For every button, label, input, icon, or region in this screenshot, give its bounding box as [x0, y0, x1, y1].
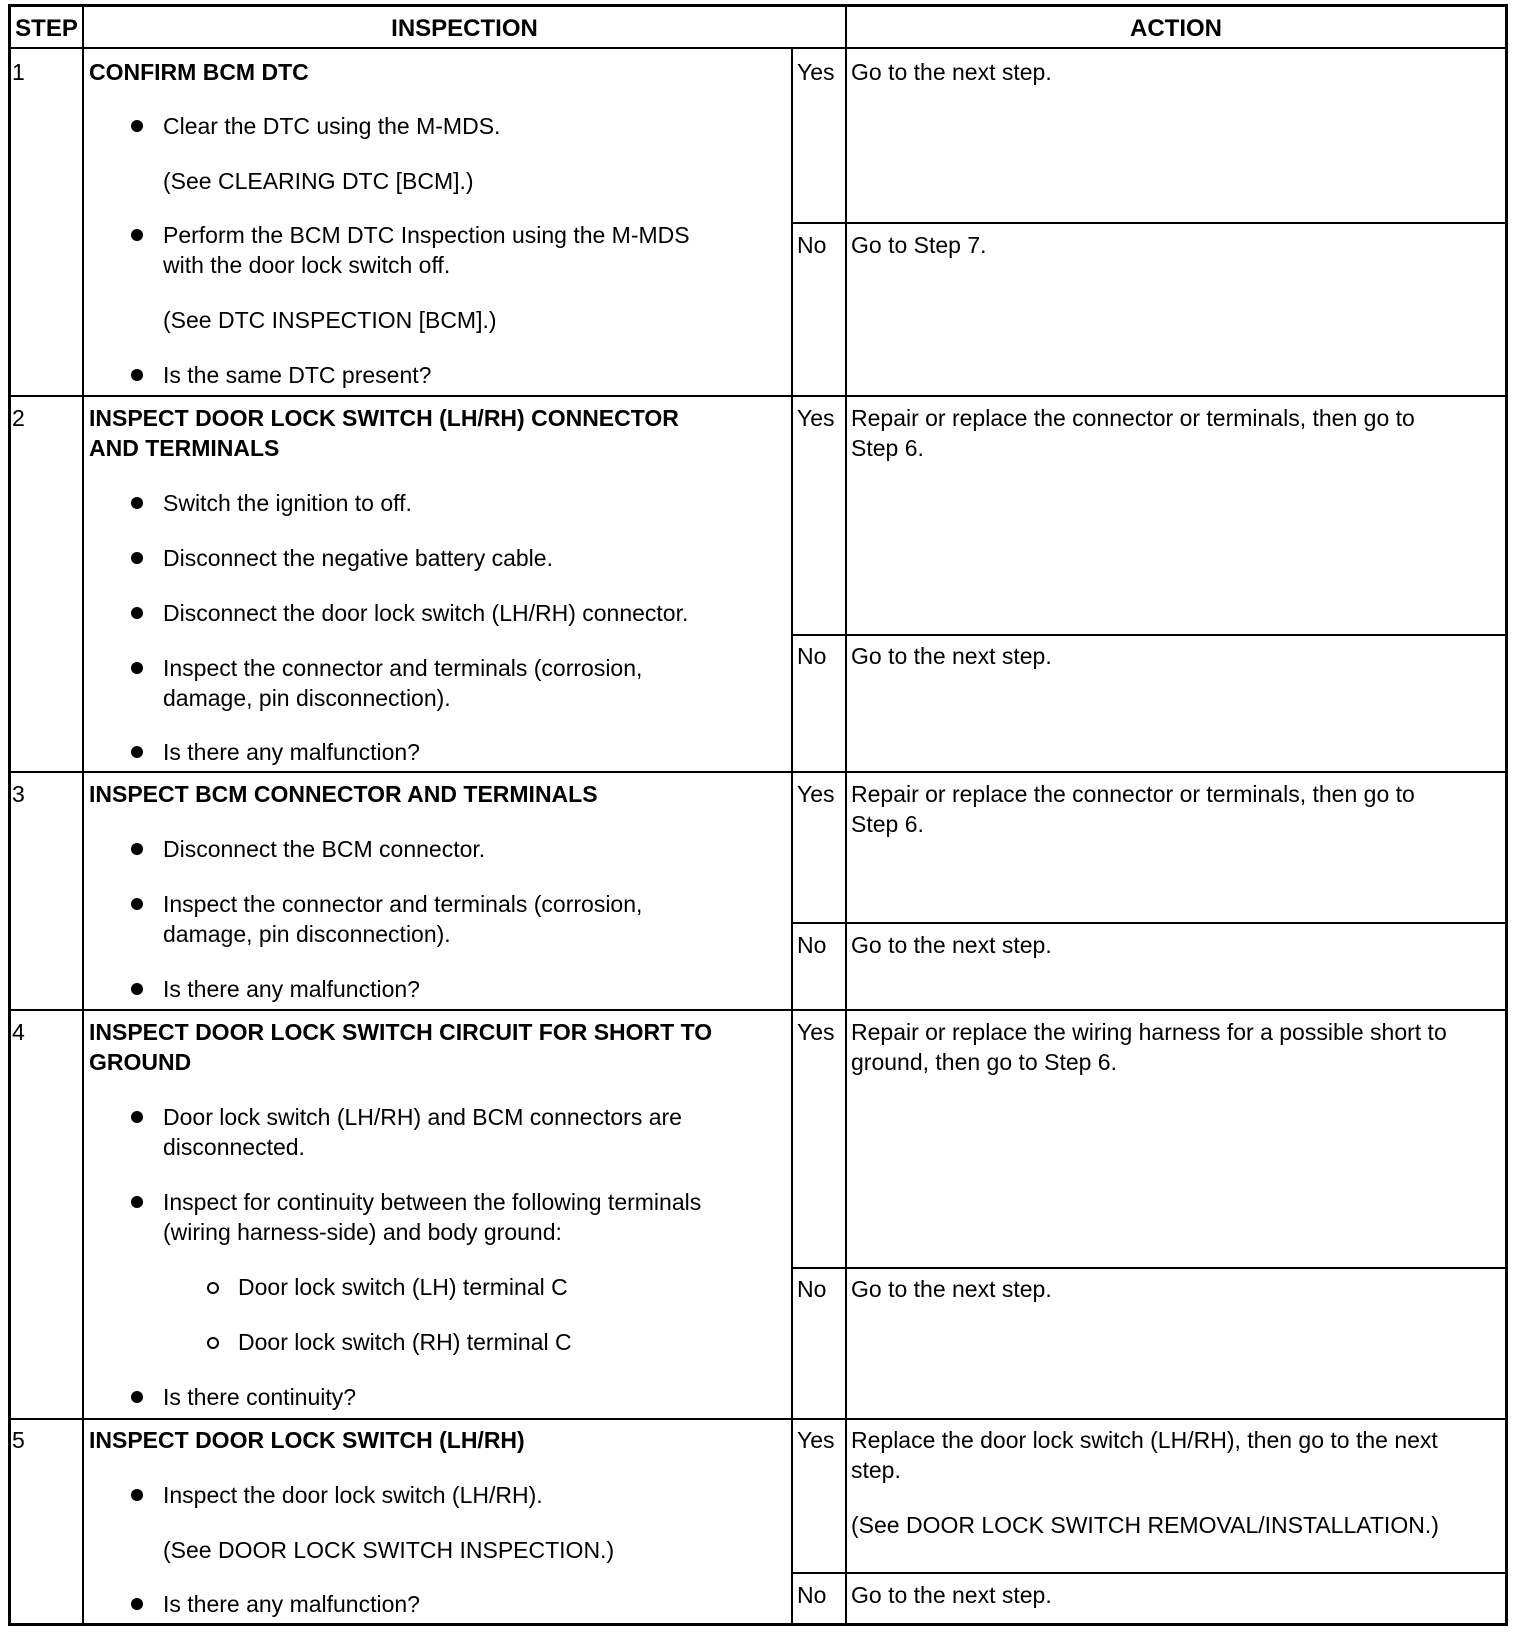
header-step: STEP — [15, 15, 78, 42]
step-title: INSPECT DOOR LOCK SWITCH CIRCUIT FOR SHORT TO — [89, 1019, 713, 1045]
inspection-subitem: Door lock switch (RH) terminal C — [238, 1327, 572, 1358]
yes-label: Yes — [797, 405, 835, 431]
inspection-item: Disconnect the negative battery cable. — [163, 543, 553, 574]
no-action: Go to the next step. — [851, 1276, 1052, 1302]
yes-no-divider — [791, 1267, 1508, 1269]
yes-action: Go to the next step. — [851, 59, 1052, 85]
step-title: INSPECT BCM CONNECTOR AND TERMINALS — [89, 781, 598, 807]
inspection-item: Switch the ignition to off. — [163, 488, 412, 519]
header-action: ACTION — [1130, 15, 1222, 42]
inspection-reference: (See DOOR LOCK SWITCH INSPECTION.) — [163, 1537, 615, 1563]
yes-label: Yes — [797, 59, 835, 85]
inspection-question: Is there any malfunction? — [163, 737, 420, 768]
inspection-item: Clear the DTC using the M-MDS. — [163, 111, 500, 142]
inspection-item: Inspect the door lock switch (LH/RH). — [163, 1480, 543, 1511]
column-rule — [845, 4, 847, 1626]
inspection-question: Is there any malfunction? — [163, 1589, 420, 1620]
yes-no-divider — [791, 922, 1508, 924]
table-border-right — [1505, 4, 1508, 1626]
inspection-question: Is there continuity? — [163, 1382, 356, 1413]
column-rule — [791, 49, 793, 1626]
no-label: No — [797, 932, 827, 958]
yes-action-cont: ground, then go to Step 6. — [851, 1049, 1117, 1075]
row-rule — [8, 395, 1508, 397]
no-action: Go to the next step. — [851, 643, 1052, 669]
step-title: CONFIRM BCM DTC — [89, 59, 309, 85]
table-border-top — [8, 4, 1508, 7]
yes-action-reference: (See DOOR LOCK SWITCH REMOVAL/INSTALLATION.) — [851, 1512, 1439, 1538]
inspection-item: Inspect for continuity between the following terminals — [163, 1187, 701, 1218]
inspection-reference: (See CLEARING DTC [BCM].) — [163, 168, 474, 194]
row-rule — [8, 771, 1508, 773]
row-rule — [8, 1418, 1508, 1420]
inspection-reference: (See DTC INSPECTION [BCM].) — [163, 307, 497, 333]
step-number: 4 — [12, 1019, 25, 1045]
column-rule — [82, 4, 84, 1626]
step-number: 3 — [12, 781, 25, 807]
inspection-item: Inspect the connector and terminals (corrosion, — [163, 653, 642, 684]
inspection-item-cont: disconnected. — [163, 1134, 305, 1160]
inspection-item-cont: (wiring harness-side) and body ground: — [163, 1219, 562, 1245]
inspection-question: Is there any malfunction? — [163, 974, 420, 1005]
yes-no-divider — [791, 634, 1508, 636]
yes-action: Replace the door lock switch (LH/RH), then go to the next — [851, 1427, 1438, 1453]
step-title-cont: AND TERMINALS — [89, 435, 280, 461]
no-label: No — [797, 1582, 827, 1608]
step-title-cont: GROUND — [89, 1049, 192, 1075]
inspection-item: Perform the BCM DTC Inspection using the M-MDS — [163, 220, 690, 251]
step-number: 5 — [12, 1427, 25, 1453]
inspection-item: Disconnect the BCM connector. — [163, 834, 485, 865]
step-title: INSPECT DOOR LOCK SWITCH (LH/RH) CONNECTOR — [89, 405, 679, 431]
header-inspection: INSPECTION — [391, 15, 538, 42]
header-rule — [8, 47, 1508, 49]
yes-action: Repair or replace the wiring harness for a possible short to — [851, 1019, 1447, 1045]
yes-action-cont: Step 6. — [851, 435, 924, 461]
step-title: INSPECT DOOR LOCK SWITCH (LH/RH) — [89, 1427, 525, 1453]
yes-label: Yes — [797, 1427, 835, 1453]
inspection-item: Door lock switch (LH/RH) and BCM connectors are — [163, 1102, 682, 1133]
table-border-left — [8, 4, 11, 1626]
yes-no-divider — [791, 1572, 1508, 1574]
yes-no-divider — [791, 222, 1508, 224]
no-action: Go to the next step. — [851, 932, 1052, 958]
yes-action-cont: Step 6. — [851, 811, 924, 837]
yes-label: Yes — [797, 781, 835, 807]
inspection-item-cont: damage, pin disconnection). — [163, 685, 451, 711]
no-action: Go to Step 7. — [851, 232, 987, 258]
yes-label: Yes — [797, 1019, 835, 1045]
no-label: No — [797, 232, 827, 258]
inspection-subitem: Door lock switch (LH) terminal C — [238, 1272, 568, 1303]
no-label: No — [797, 1276, 827, 1302]
inspection-item-cont: with the door lock switch off. — [163, 252, 451, 278]
yes-action-cont: step. — [851, 1457, 901, 1483]
row-rule — [8, 1009, 1508, 1011]
step-number: 2 — [12, 405, 25, 431]
table-border-bottom — [8, 1623, 1508, 1626]
no-action: Go to the next step. — [851, 1582, 1052, 1608]
inspection-item: Inspect the connector and terminals (corrosion, — [163, 889, 642, 920]
yes-action: Repair or replace the connector or terminals, then go to — [851, 405, 1415, 431]
step-number: 1 — [12, 59, 25, 85]
inspection-question: Is the same DTC present? — [163, 360, 431, 391]
yes-action: Repair or replace the connector or terminals, then go to — [851, 781, 1415, 807]
inspection-item: Disconnect the door lock switch (LH/RH) connector. — [163, 598, 688, 629]
inspection-item-cont: damage, pin disconnection). — [163, 921, 451, 947]
no-label: No — [797, 643, 827, 669]
